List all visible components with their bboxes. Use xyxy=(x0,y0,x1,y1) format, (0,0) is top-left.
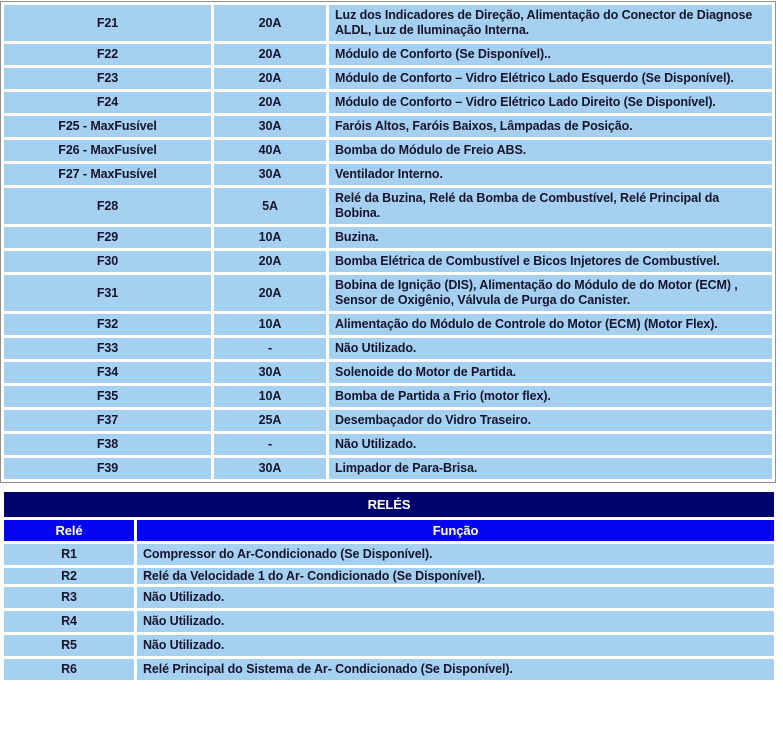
fuse-id: F25 - MaxFusível xyxy=(4,116,211,137)
fuse-id: F29 xyxy=(4,227,211,248)
fuse-id: F24 xyxy=(4,92,211,113)
fuse-table-body xyxy=(4,5,772,479)
relay-function xyxy=(137,587,774,608)
relay-function-text: Relé da Velocidade 1 do Ar- Condicionado (Se Disponível). xyxy=(143,569,485,583)
relay-table-title-row xyxy=(4,492,774,517)
fuse-function: Bomba do Módulo de Freio ABS. xyxy=(329,140,772,161)
relay-id-text: R6 xyxy=(61,662,77,676)
fuse-id: F39 xyxy=(4,458,211,479)
fuse-amperage: 30A xyxy=(214,164,326,185)
fuse-amperage: 10A xyxy=(214,386,326,407)
fuse-id: F32 xyxy=(4,314,211,335)
fuse-amperage: 25A xyxy=(214,410,326,431)
fuse-id: F33 xyxy=(4,338,211,359)
fuse-function: Não Utilizado. xyxy=(329,434,772,455)
relay-row xyxy=(4,568,774,584)
fuse-row xyxy=(4,227,772,248)
relay-id xyxy=(4,635,134,656)
relay-row xyxy=(4,611,774,632)
fuse-amperage: - xyxy=(214,434,326,455)
fuse-id: F28 xyxy=(4,188,211,224)
fuse-amperage: 30A xyxy=(214,116,326,137)
fuse-function: Bobina de Ignição (DIS), Alimentação do Módulo de do Motor (ECM) , Sensor de Oxigênio, Válvula de Purga do Canister. xyxy=(329,275,772,311)
fuse-row xyxy=(4,164,772,185)
fuse-id: F30 xyxy=(4,251,211,272)
relay-table xyxy=(1,489,777,683)
fuse-id: F31 xyxy=(4,275,211,311)
relay-function-text: Relé Principal do Sistema de Ar- Condicionado (Se Disponível). xyxy=(143,662,513,676)
relay-table-body xyxy=(4,492,774,680)
fuse-amperage: 30A xyxy=(214,458,326,479)
fuse-row xyxy=(4,116,772,137)
relay-table-header-row xyxy=(4,520,774,541)
fuse-amperage: 30A xyxy=(214,362,326,383)
fuse-row xyxy=(4,5,772,41)
fuse-function: Buzina. xyxy=(329,227,772,248)
relay-function xyxy=(137,568,774,584)
fuse-amperage: 20A xyxy=(214,275,326,311)
fuse-function: Bomba de Partida a Frio (motor flex). xyxy=(329,386,772,407)
relay-function-text: Não Utilizado. xyxy=(143,590,225,604)
fuse-function: Limpador de Para-Brisa. xyxy=(329,458,772,479)
fuse-function: Módulo de Conforto – Vidro Elétrico Lado Esquerdo (Se Disponível). xyxy=(329,68,772,89)
fuse-amperage: 20A xyxy=(214,251,326,272)
fuse-amperage: 5A xyxy=(214,188,326,224)
fuse-row xyxy=(4,338,772,359)
fuse-row xyxy=(4,140,772,161)
fuse-id: F35 xyxy=(4,386,211,407)
fuse-id: F37 xyxy=(4,410,211,431)
relay-function-text: Não Utilizado. xyxy=(143,638,225,652)
fuse-row xyxy=(4,92,772,113)
fuse-row xyxy=(4,410,772,431)
fuse-row xyxy=(4,314,772,335)
fuse-row xyxy=(4,434,772,455)
fuse-amperage: 20A xyxy=(214,68,326,89)
fuse-id: F21 xyxy=(4,5,211,41)
relay-function-text: Compressor do Ar-Condicionado (Se Disponível). xyxy=(143,547,433,561)
relay-column-header-rele: Relé xyxy=(4,520,134,541)
fuse-amperage: 20A xyxy=(214,44,326,65)
fuse-id: F26 - MaxFusível xyxy=(4,140,211,161)
relay-column-header-funcao: Função xyxy=(137,520,774,541)
fuse-function: Luz dos Indicadores de Direção, Alimentação do Conector de Diagnose ALDL, Luz de Iluminação Interna. xyxy=(329,5,772,41)
relay-function xyxy=(137,659,774,680)
relay-row xyxy=(4,544,774,565)
relay-function xyxy=(137,544,774,565)
fuse-function: Desembaçador do Vidro Traseiro. xyxy=(329,410,772,431)
fuse-row xyxy=(4,458,772,479)
fuse-function: Módulo de Conforto – Vidro Elétrico Lado Direito (Se Disponível). xyxy=(329,92,772,113)
fuse-function: Solenoide do Motor de Partida. xyxy=(329,362,772,383)
relay-id xyxy=(4,587,134,608)
relay-id xyxy=(4,544,134,565)
relay-id xyxy=(4,611,134,632)
fuse-id: F22 xyxy=(4,44,211,65)
fuse-amperage: 10A xyxy=(214,227,326,248)
fuse-function: Bomba Elétrica de Combustível e Bicos Injetores de Combustível. xyxy=(329,251,772,272)
fuse-amperage: 40A xyxy=(214,140,326,161)
relay-row xyxy=(4,659,774,680)
fuse-id: F34 xyxy=(4,362,211,383)
relay-function xyxy=(137,611,774,632)
fuse-function: Módulo de Conforto (Se Disponível).. xyxy=(329,44,772,65)
fuse-function: Ventilador Interno. xyxy=(329,164,772,185)
fuse-row xyxy=(4,275,772,311)
fuse-row xyxy=(4,68,772,89)
relay-id xyxy=(4,568,134,584)
relay-id-text: R5 xyxy=(61,638,77,652)
fuse-row xyxy=(4,188,772,224)
fuse-function: Relé da Buzina, Relé da Bomba de Combustível, Relé Principal da Bobina. xyxy=(329,188,772,224)
relay-function xyxy=(137,635,774,656)
fuse-amperage: 20A xyxy=(214,92,326,113)
relay-id-text: R1 xyxy=(61,547,77,561)
relay-row xyxy=(4,635,774,656)
fuse-id: F27 - MaxFusível xyxy=(4,164,211,185)
fuse-amperage: 10A xyxy=(214,314,326,335)
fuse-row xyxy=(4,251,772,272)
fuse-table xyxy=(0,1,776,483)
relay-table-title: RELÉS xyxy=(4,492,774,517)
fuse-row xyxy=(4,386,772,407)
fuse-function: Não Utilizado. xyxy=(329,338,772,359)
fuse-amperage: 20A xyxy=(214,5,326,41)
relay-id-text: R3 xyxy=(61,590,77,604)
relay-id-text: R2 xyxy=(61,569,77,583)
relay-id xyxy=(4,659,134,680)
relay-id-text: R4 xyxy=(61,614,77,628)
fuse-id: F23 xyxy=(4,68,211,89)
fuse-function: Alimentação do Módulo de Controle do Motor (ECM) (Motor Flex). xyxy=(329,314,772,335)
fuse-row xyxy=(4,44,772,65)
fuse-function: Faróis Altos, Faróis Baixos, Lâmpadas de Posição. xyxy=(329,116,772,137)
fuse-id: F38 xyxy=(4,434,211,455)
fuse-amperage: - xyxy=(214,338,326,359)
relay-function-text: Não Utilizado. xyxy=(143,614,225,628)
fuse-row xyxy=(4,362,772,383)
relay-row xyxy=(4,587,774,608)
